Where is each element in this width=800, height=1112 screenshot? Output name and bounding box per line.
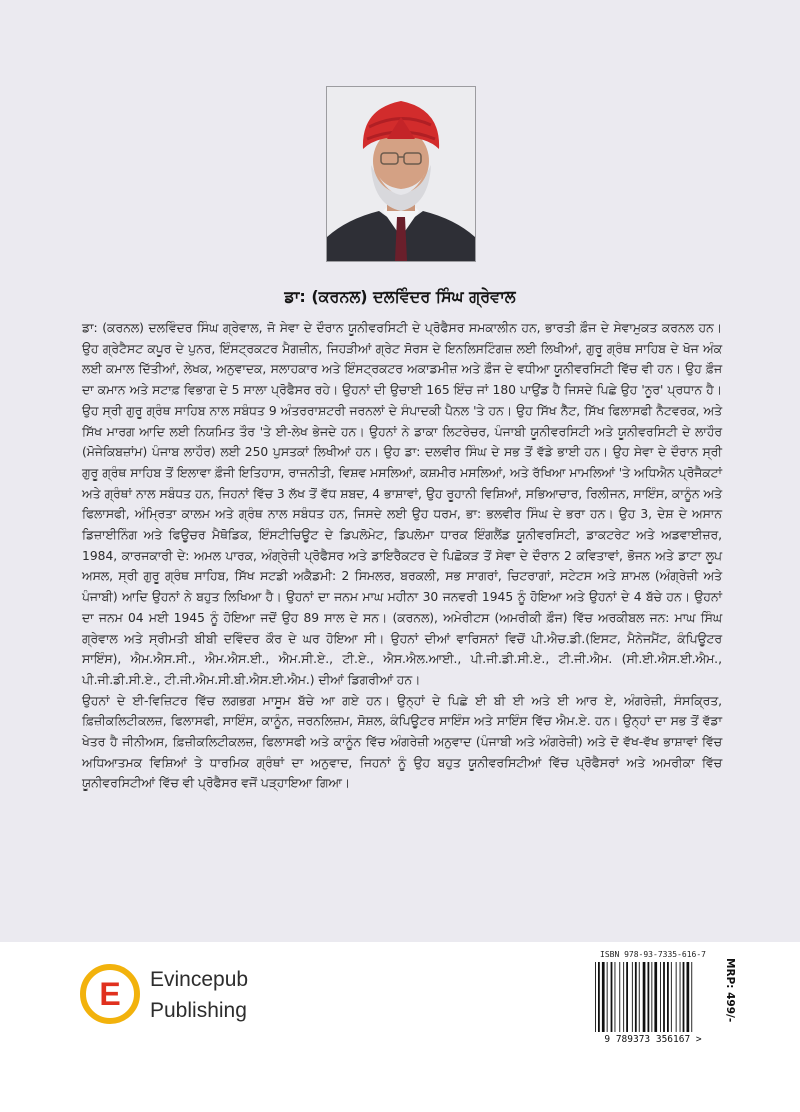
barcode-block	[591, 950, 715, 1046]
isbn-label: ISBN 978-93-7335-616-7	[600, 950, 706, 959]
logo-letter: E	[99, 976, 121, 1012]
biography-paragraph: ਉਹਨਾਂ ਦੇ ਈ-ਵਿਜ਼ਿਟਰ ਵਿੱਚ ਲਗਭਗ ਮਾਸੂਮ ਬੱਚੇ ਆ ਗਏ ਹਨ। ਉਨ੍ਹਾਂ ਦੇ ਪਿਛੇ ਈ ਬੀ ਈ ਅਤੇ ਈ ਆਰ ਏ, ਅੰਗਰੇਜ਼ੀ, ਸੰਸਕ੍ਰਿਤ, ਫ਼ਿਜ਼ੀਕਲਿਟੀਕਲਜ਼, ਫਿਲਾਸਫੀ, ਸਾਇੰਸ, ਕਾਨੂੰਨ, ਜਰਨਲਿਜ਼ਮ, ਸੋਸ਼ਲ, ਕੰਪਿਊਟਰ ਸਾਇੰਸ ਅਤੇ ਸਾਇੰਸ ਵਿੱਚ ਐਮ.ਏ. ਹਨ। ਉਨ੍ਹਾਂ ਦਾ ਸਭ ਤੋਂ ਵੱਡਾ ਖੇਤਰ ਹੈ ਜੀਨੀਅਸ, ਫ਼ਿਜ਼ੀਕਲਿਟੀਕਲਜ਼, ਫਿਲਾਸਫੀ ਅਤੇ ਕਾਨੂੰਨ ਵਿੱਚ ਅੰਗਰੇਜ਼ੀ ਅਨੁਵਾਦ (ਪੰਜਾਬੀ ਅਤੇ ਅੰਗਰੇਜ਼ੀ) ਅਤੇ ਦੋ ਵੱਖ-ਵੱਖ ਭਾਸ਼ਾਵਾਂ ਵਿੱਚ ਅਧਿਆਤਮਕ ਵਿਸ਼ਿਆਂ ਤੇ ਧਾਰਮਿਕ ਗ੍ਰੰਥਾਂ ਦਾ ਅਨੁਵਾਦ, ਜਿਹਨਾਂ ਨੂੰ ਉਹ ਬਹੁਤ ਯੂਨੀਵਰਸਿਟੀਆਂ ਵਿੱਚ ਪ੍ਰੋਫੈਸਰਾਂ ਅਤੇ ਅਮਰੀਕਾ ਵਿੱਚ ਯੂਨੀਵਰਸਿਟੀਆਂ ਵਿੱਚ ਵੀ ਪ੍ਰੋਫੈਸਰ ਵਜੋਂ ਪੜ੍ਹਾਇਆ ਗਿਆ।	[82, 693, 722, 791]
price-label: MRP: 499/-	[724, 958, 736, 1023]
barcode-digits: 9 789373 356167 >	[604, 1034, 702, 1045]
publisher-name-line1: Evincepub	[150, 968, 249, 991]
publisher-logo-icon	[78, 962, 142, 1026]
publisher-name	[150, 964, 248, 1026]
author-photo	[326, 86, 476, 262]
publisher-name-line2: Publishing	[150, 999, 247, 1022]
author-portrait	[327, 87, 475, 261]
barcode-icon	[591, 962, 715, 1032]
author-name-heading: ਡਾ: (ਕਰਨਲ) ਦਲਵਿੰਦਰ ਸਿੰਘ ਗ੍ਰੇਵਾਲ	[284, 287, 516, 306]
footer-band	[0, 942, 800, 1112]
author-biography	[82, 318, 722, 794]
biography-paragraph: ਡਾ: (ਕਰਨਲ) ਦਲਵਿੰਦਰ ਸਿੰਘ ਗ੍ਰੇਵਾਲ, ਜੋ ਸੇਵਾ ਦੇ ਦੌਰਾਨ ਯੂਨੀਵਰਸਿਟੀ ਦੇ ਪ੍ਰੋਫੈਸਰ ਸਮਕਾਲੀਨ ਹਨ, ਭਾਰਤੀ ਫ਼ੌਜ ਦੇ ਸੇਵਾਮੁਕਤ ਕਰਨਲ ਹਨ। ਉਹ ਗ੍ਰੇਟੈਸਟ ਕਪੂਰ ਦੇ ਪੁਨਰ, ਇੰਸਟ੍ਰਕਟਰ ਮੈਗਜ਼ੀਨ, ਜਿਹੜੀਆਂ ਗ੍ਰੇਟ ਸੋਰਸ ਦੇ ਇਨਲਿਸਟਿੰਗਜ਼ ਲਈ ਲਿਖੀਆਂ, ਗੁਰੂ ਗ੍ਰੰਥ ਸਾਹਿਬ ਦੇ ਖੋਜ ਅੰਕ ਲਈ ਕਮਾਲ ਦਿੱਤੀਆਂ, ਲੇਖਕ, ਅਨੁਵਾਦਕ, ਸਲਾਹਕਾਰ ਅਤੇ ਇੰਸਟ੍ਰਕਟਰ ਅਕਾਡਮੀਜ਼ ਅਤੇ ਫ਼ੌਜ ਦੇ ਵਧੀਆ ਯੂਨੀਵਰਸਿਟੀ ਵਿੱਚ ਵੀ ਹਨ। ਉਹ ਫ਼ੌਜ ਦਾ ਕਮਾਨ ਅਤੇ ਸਟਾਫ਼ ਵਿਭਾਗ ਦੇ 5 ਸਾਲਾ ਪ੍ਰੋਫੈਸਰ ਰਹੇ। ਉਹਨਾਂ ਦੀ ਉਚਾਈ 165 ਇੰਚ ਜਾਂ 180 ਪਾਉਂਡ ਹੈ ਜਿਸਦੇ ਪਿਛੇ ਉਹ 'ਨੂਰ' ਪ੍ਰਧਾਨ ਹੈ। ਉਹ ਸ੍ਰੀ ਗੁਰੂ ਗ੍ਰੰਥ ਸਾਹਿਬ ਨਾਲ ਸਬੰਧਤ 9 ਅੰਤਰਰਾਸ਼ਟਰੀ ਜਰਨਲਾਂ ਦੇ ਸੰਪਾਦਕੀ ਪੈਨਲ 'ਤੇ ਹਨ। ਉਹ ਸਿੱਖ ਨੈੱਟ, ਸਿੱਖ ਫਿਲਾਸਫੀ ਨੈਟਵਰਕ, ਅਤੇ ਸਿੱਖ ਮਾਰਗ ਆਦਿ ਲਈ ਨਿਯਮਿਤ ਤੌਰ 'ਤੇ ਈ-ਲੇਖ ਭੇਜਦੇ ਹਨ। ਉਹਨਾਂ ਨੇ ਡਾਕਾ ਲਿਟਰੇਚਰ, ਪੰਜਾਬੀ ਯੂਨੀਵਰਸਿਟੀ ਅਤੇ ਯੂਨੀਵਰਸਿਟੀ ਦੇ ਲਾਹੌਰ (ਮੋਜੇਕਿਬਜ਼ਾਂਮ) ਪੰਜਾਬ ਲਾਹੌਰ) ਲਈ 250 ਪੁਸਤਕਾਂ ਲਿਖੀਆਂ ਹਨ। ਉਹ ਡਾ: ਦਲਵੀਰ ਸਿੰਘ ਦੇ ਸਭ ਤੋਂ ਵੱਡੇ ਭਾਈ ਹਨ। ਉਹ ਸੇਵਾ ਦੇ ਦੌਰਾਨ ਸ੍ਰੀ ਗੁਰੂ ਗ੍ਰੰਥ ਸਾਹਿਬ ਤੋਂ ਇਲਾਵਾ ਫ਼ੌਜੀ ਇਤਿਹਾਸ, ਰਾਜਨੀਤੀ, ਵਿਸ਼ਵ ਮਸਲਿਆਂ, ਕਸ਼ਮੀਰ ਮਸਲਿਆਂ, ਅਤੇ ਰੱਖਿਆ ਮਾਮਲਿਆਂ 'ਤੇ ਅਧਿਐਨ ਪ੍ਰੋਜੈਕਟਾਂ ਅਤੇ ਗ੍ਰੰਥਾਂ ਨਾਲ ਸਬੰਧਤ ਹਨ, ਜਿਹਨਾਂ ਵਿੱਚ 3 ਲੱਖ ਤੋਂ ਵੱਧ ਸ਼ਬਦ, 4 ਭਾਸ਼ਾਵਾਂ, ਉਹ ਰੂਹਾਨੀ ਵਿਸ਼ਿਆਂ, ਸਭਿਆਚਾਰ, ਰਿਲੀਜਨ, ਸਾਇੰਸ, ਕਾਨੂੰਨ ਅਤੇ ਫਿਲਾਸਫੀ, ਅੰਮ੍ਰਿਤਾ ਕਾਲਮ ਅਤੇ ਗ੍ਰੰਥ ਨਾਲ ਸਬੰਧਤ ਹਨ, ਜਿਸਦੇ ਲਈ ਉਹ ਧਰਮ, ਭਾ: ਭਲਵੀਰ ਸਿੰਘ ਦੇ ਭਰਾ ਹਨ। ਉਹ 3, ਦੇਸ਼ ਦੇ ਅਸਾਨ ਡਿਜ਼ਾਈਨਿੰਗ ਅਤੇ ਫਿਊਚਰ ਮੈਥੋਡਿਕ, ਇੰਸਟੀਚਿਊਟ ਦੇ ਡਿਪਲੋਮੇਟ, ਡਿਪਲੋਮਾ ਧਾਰਕ ਇੰਗਲੈਂਡ ਯੂਨੀਵਰਸਿਟੀ, ਡਾਕਟਰੇਟ ਅਤੇ ਅਡਵਾਈਜ਼ਰ, 1984, ਕਾਰਜਕਾਰੀ ਦੇ: ਅਮਲ ਪਾਰਕ, ਅੰਗ੍ਰੇਜ਼ੀ ਪ੍ਰੋਫੈਸਰ ਅਤੇ ਡਾਇਰੈਕਟਰ ਦੇ ਪਿਛੋਕੜ ਤੋਂ ਸੇਵਾ ਦੇ ਦੌਰਾਨ 2 ਕਵਿਤਾਵਾਂ, ਭੋਜਨ ਅਤੇ ਡਾਟਾ ਲੂਪ ਅਸਲ, ਸ੍ਰੀ ਗੁਰੂ ਗ੍ਰੰਥ ਸਾਹਿਬ, ਸਿੱਖ ਸਟਡੀ ਅਕੈਡਮੀ: 2 ਸਿਮਲਰ, ਬਰਕਲੀ, ਸਭ ਸਾਗਰਾਂ, ਚਿਟਰਾਗਾਂ, ਸਟੇਟਸ ਅਤੇ ਸ਼ਾਮਲ (ਅੰਗ੍ਰੇਜ਼ੀ ਅਤੇ ਪੰਜਾਬੀ) ਆਦਿ ਉਹਨਾਂ ਨੇ ਬਹੁਤ ਲਿਖਿਆ ਹੈ। ਉਹਨਾਂ ਦਾ ਜਨਮ ਮਾਘ ਮਹੀਨਾ 30 ਜਨਵਰੀ 1945 ਨੂੰ ਹੋਇਆ ਅਤੇ ਉਹਨਾਂ ਦੇ 4 ਬੱਚੇ ਹਨ। ਉਹਨਾਂ ਦਾ ਜਨਮ 04 ਮਈ 1945 ਨੂੰ ਹੋਇਆ ਜਦੋਂ ਉਹ 89 ਸਾਲ ਦੇ ਸਨ। (ਕਰਨਲ), ਅਮੇਰੀਟਸ (ਅਮਰੀਕੀ ਫ਼ੌਜ) ਵਿੱਚ ਅਰਕੀਬਲ ਜਨ: ਮਾਘ ਸਿੰਘ ਗ੍ਰੇਵਾਲ ਅਤੇ ਸ੍ਰੀਮਤੀ ਬੀਬੀ ਦਵਿੰਦਰ ਕੌਰ ਦੇ ਘਰ ਹੋਇਆ ਸੀ। ਉਹਨਾਂ ਦੀਆਂ ਵਾਰਿਸਨਾਂ ਵਿਚੋਂ ਪੀ.ਐਚ.ਡੀ.(ਇਸਟ, ਮੈਨੇਜਮੈਂਟ, ਕੰਪਿਊਟਰ ਸਾਇੰਸ), ਐਮ.ਐਸ.ਸੀ., ਐਮ.ਐਸ.ਈ., ਐਮ.ਸੀ.ਏ., ਟੀ.ਏ., ਐਸ.ਐਲ.ਆਈ., ਪੀ.ਜੀ.ਡੀ.ਸੀ.ਏ., ਟੀ.ਜੀ.ਐਮ. (ਸੀ.ਈ.ਐਸ.ਈ.ਐਮ., ਪੀ.ਜੀ.ਡੀ.ਸੀ.ਏ., ਟੀ.ਜੀ.ਐਮ.ਸੀ.ਬੀ.ਐਸ.ਈ.ਐਮ.) ਦੀਆਂ ਡਿਗਰੀਆਂ ਹਨ।	[82, 321, 722, 687]
